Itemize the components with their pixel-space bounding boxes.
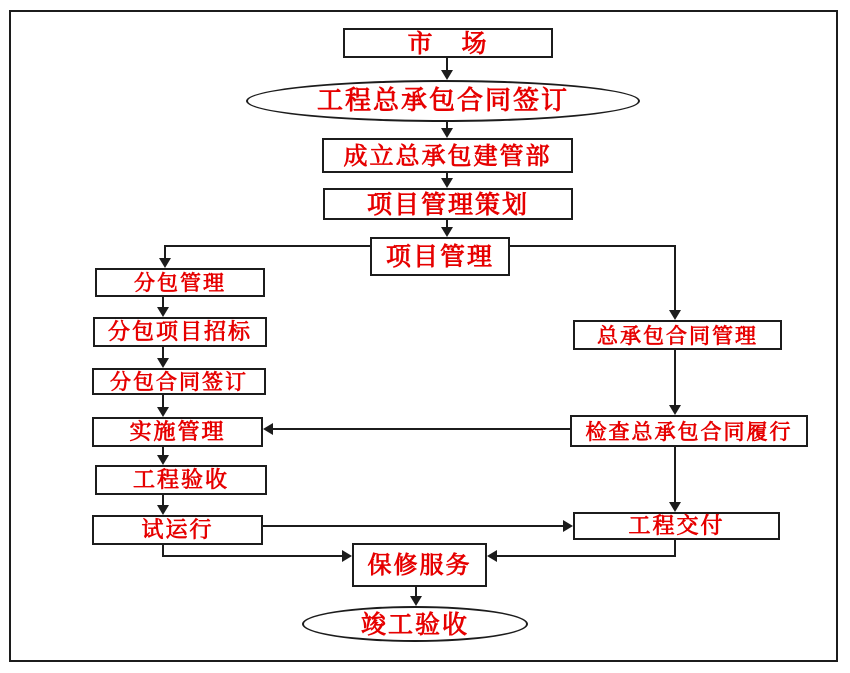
edge-check-delivery-line [674, 447, 676, 502]
node-implementation: 实施管理 [92, 417, 263, 447]
edge-check-impl-arrow-icon [263, 423, 273, 435]
edge-subsign-impl-arrow-icon [157, 407, 169, 417]
edge-bidding-subsign-line [162, 347, 164, 358]
node-acceptance: 工程验收 [95, 465, 267, 495]
edge-submgmt-bidding-arrow-icon [157, 307, 169, 317]
node-completion: 竣工验收 [302, 606, 528, 642]
edge-setup-planning-arrow-icon [441, 178, 453, 188]
node-contract-signing: 工程总承包合同签订 [246, 80, 640, 122]
node-subcontract-signing: 分包合同签订 [92, 368, 266, 395]
edge-impl-accept-arrow-icon [157, 455, 169, 465]
edge-delivery-warranty-hline [497, 555, 676, 557]
edge-impl-accept-line [162, 447, 164, 455]
node-subcontract-mgmt: 分包管理 [95, 268, 265, 297]
edge-pm-epcmgmt-hline [510, 245, 676, 247]
edge-pm-epcmgmt-vline [674, 245, 676, 310]
edge-market-signing-line [446, 58, 448, 70]
edge-planning-pm-arrow-icon [441, 227, 453, 237]
edge-delivery-warranty-arrow-icon [487, 550, 497, 562]
edge-epcmgmt-check-line [674, 350, 676, 405]
edge-subsign-impl-line [162, 395, 164, 407]
edge-check-impl-line [273, 428, 570, 430]
node-trial-run: 试运行 [92, 515, 263, 545]
node-project-mgmt: 项目管理 [370, 237, 510, 276]
edge-pm-submgmt-vline [164, 245, 166, 258]
edge-trial-delivery-line [263, 525, 563, 527]
node-contract-check: 检查总承包合同履行 [570, 415, 808, 447]
node-delivery: 工程交付 [573, 512, 780, 540]
edge-signing-setup-arrow-icon [441, 128, 453, 138]
node-planning: 项目管理策划 [323, 188, 573, 220]
edge-pm-submgmt-hline [164, 245, 370, 247]
node-epc-contract-mgmt: 总承包合同管理 [573, 320, 782, 350]
edge-pm-epcmgmt-arrow-icon [669, 310, 681, 320]
edge-accept-trial-line [162, 495, 164, 505]
edge-trial-delivery-arrow-icon [563, 520, 573, 532]
edge-bidding-subsign-arrow-icon [157, 358, 169, 368]
edge-trial-warranty-hline [162, 555, 342, 557]
node-market: 市 场 [343, 28, 553, 58]
edge-accept-trial-arrow-icon [157, 505, 169, 515]
edge-warranty-completion-line [415, 587, 417, 596]
edge-check-delivery-arrow-icon [669, 502, 681, 512]
node-subcontract-bidding: 分包项目招标 [93, 317, 267, 347]
node-setup-dept: 成立总承包建管部 [322, 138, 573, 173]
edge-market-signing-arrow-icon [441, 70, 453, 80]
edge-warranty-completion-arrow-icon [410, 596, 422, 606]
edge-submgmt-bidding-line [162, 297, 164, 307]
edge-pm-submgmt-arrow-icon [159, 258, 171, 268]
node-warranty: 保修服务 [352, 543, 487, 587]
edge-epcmgmt-check-arrow-icon [669, 405, 681, 415]
edge-trial-warranty-arrow-icon [342, 550, 352, 562]
edge-planning-pm-line [446, 220, 448, 227]
